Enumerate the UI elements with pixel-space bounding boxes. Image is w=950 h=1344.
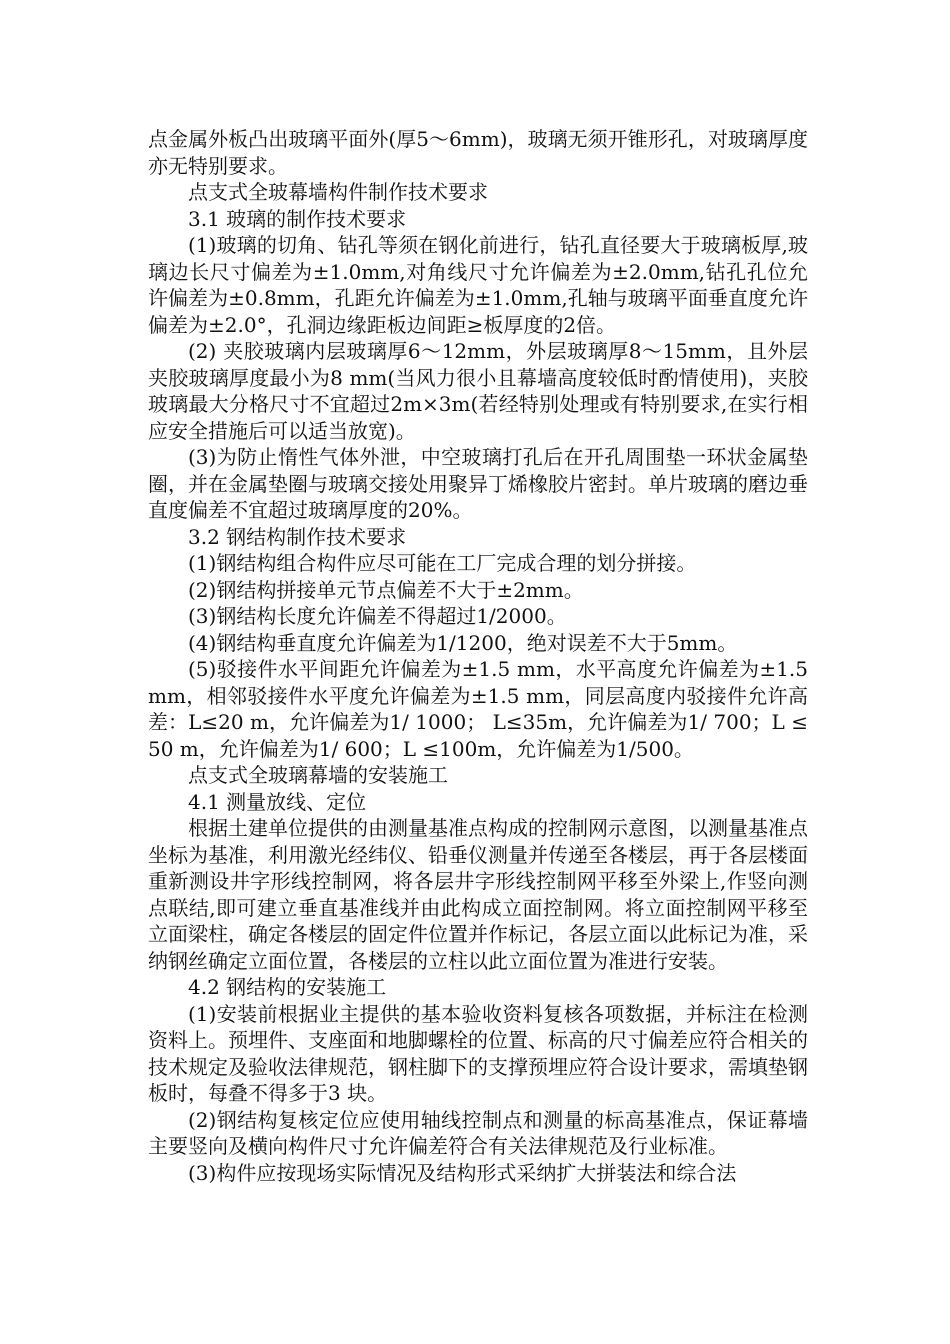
subsection-heading: 3.2 钢结构制作技术要求 [188, 524, 407, 549]
subsection-heading: 4.1 测量放线、定位 [188, 789, 367, 814]
paragraph: 点金属外板凸出玻璃平面外(厚5～6mm)，玻璃无须开锥形孔，对玻璃厚度亦无特别要求。 [148, 127, 808, 178]
section-heading: 点支式全玻幕墙构件制作技术要求 [188, 180, 488, 204]
paragraph: (2)钢结构复核定位应使用轴线控制点和测量的标高基准点，保证幕墙主要竖向及横向构件尺寸允许偏差符合有关法律规范及行业标准。 [148, 1107, 808, 1158]
paragraph: (5)驳接件水平间距允许偏差为±1.5 mm，水平高度允许偏差为±1.5mm，相邻驳接件水平度允许偏差为±1.5 mm，同层高度内驳接件允许高差：L≤20 m，允许偏差为1/ 1000； L≤35m，允许偏差为1/ 700；L ≤50 m，允许偏差为1/ 600；L ≤100m，允许偏差为1/500。 [148, 657, 808, 761]
document-body [148, 126, 808, 1186]
subsection-heading: 3.1 玻璃的制作技术要求 [188, 206, 407, 231]
paragraph: (1)安装前根据业主提供的基本验收资料复核各项数据，并标注在检测资料上。预埋件、支座面和地脚螺栓的位置、标高的尺寸偏差应符合相关的技术规定及验收法律规范，钢柱脚下的支撑预埋应符合设计要求，需填垫钢板时，每叠不得多于3 块。 [148, 1001, 808, 1105]
paragraph: (1)钢结构组合构件应尽可能在工厂完成合理的划分拼接。 [188, 551, 697, 575]
paragraph: (3)为防止惰性气体外泄，中空玻璃打孔后在开孔周围垫一环状金属垫圈，并在金属垫圈与玻璃交接处用聚异丁烯橡胶片密封。单片玻璃的磨边垂直度偏差不宜超过玻璃厚度的20%。 [148, 445, 808, 522]
paragraph: (1)玻璃的切角、钻孔等须在钢化前进行，钻孔直径要大于玻璃板厚,玻璃边长尺寸偏差为±1.0mm,对角线尺寸允许偏差为±2.0mm,钻孔孔位允许偏差为±0.8mm，孔距允许偏差为±1.0mm,孔轴与玻璃平面垂直度允许偏差为±2.0°，孔洞边缘距板边间距≥板厚度的2倍。 [148, 233, 808, 337]
section-heading: 点支式全玻璃幕墙的安装施工 [188, 763, 448, 787]
paragraph: (2) 夹胶玻璃内层玻璃厚6～12mm，外层玻璃厚8～15mm，且外层夹胶玻璃厚度最小为8 mm(当风力很小且幕墙高度较低时酌情使用)，夹胶玻璃最大分格尺寸不宜超过2m×3m(若经特别处理或有特别要求,在实行相应安全措施后可以适当放宽)。 [148, 339, 808, 443]
subsection-heading: 4.2 钢结构的安装施工 [188, 975, 387, 999]
paragraph: (3)钢结构长度允许偏差不得超过1/2000。 [188, 604, 567, 628]
paragraph: (4)钢结构垂直度允许偏差为1/1200，绝对误差不大于5mm。 [188, 630, 738, 655]
paragraph: (2)钢结构拼接单元节点偏差不大于±2mm。 [188, 577, 584, 602]
paragraph: 根据土建单位提供的由测量基准点构成的控制网示意图，以测量基准点坐标为基准，利用激光经纬仪、铅垂仪测量并传递至各楼层，再于各层楼面重新测设井字形线控制网，将各层井字形线控制网平移至外梁上,作竖向测点联结,即可建立垂直基准线并由此构成立面控制网。将立面控制网平移至立面梁柱，确定各楼层的固定件位置并作标记，各层立面以此标记为准，采纳钢丝确定立面位置，各楼层的立柱以此立面位置为准进行安装。 [148, 816, 808, 973]
paragraph: (3)构件应按现场实际情况及结构形式采纳扩大拼装法和综合法 [188, 1160, 737, 1185]
